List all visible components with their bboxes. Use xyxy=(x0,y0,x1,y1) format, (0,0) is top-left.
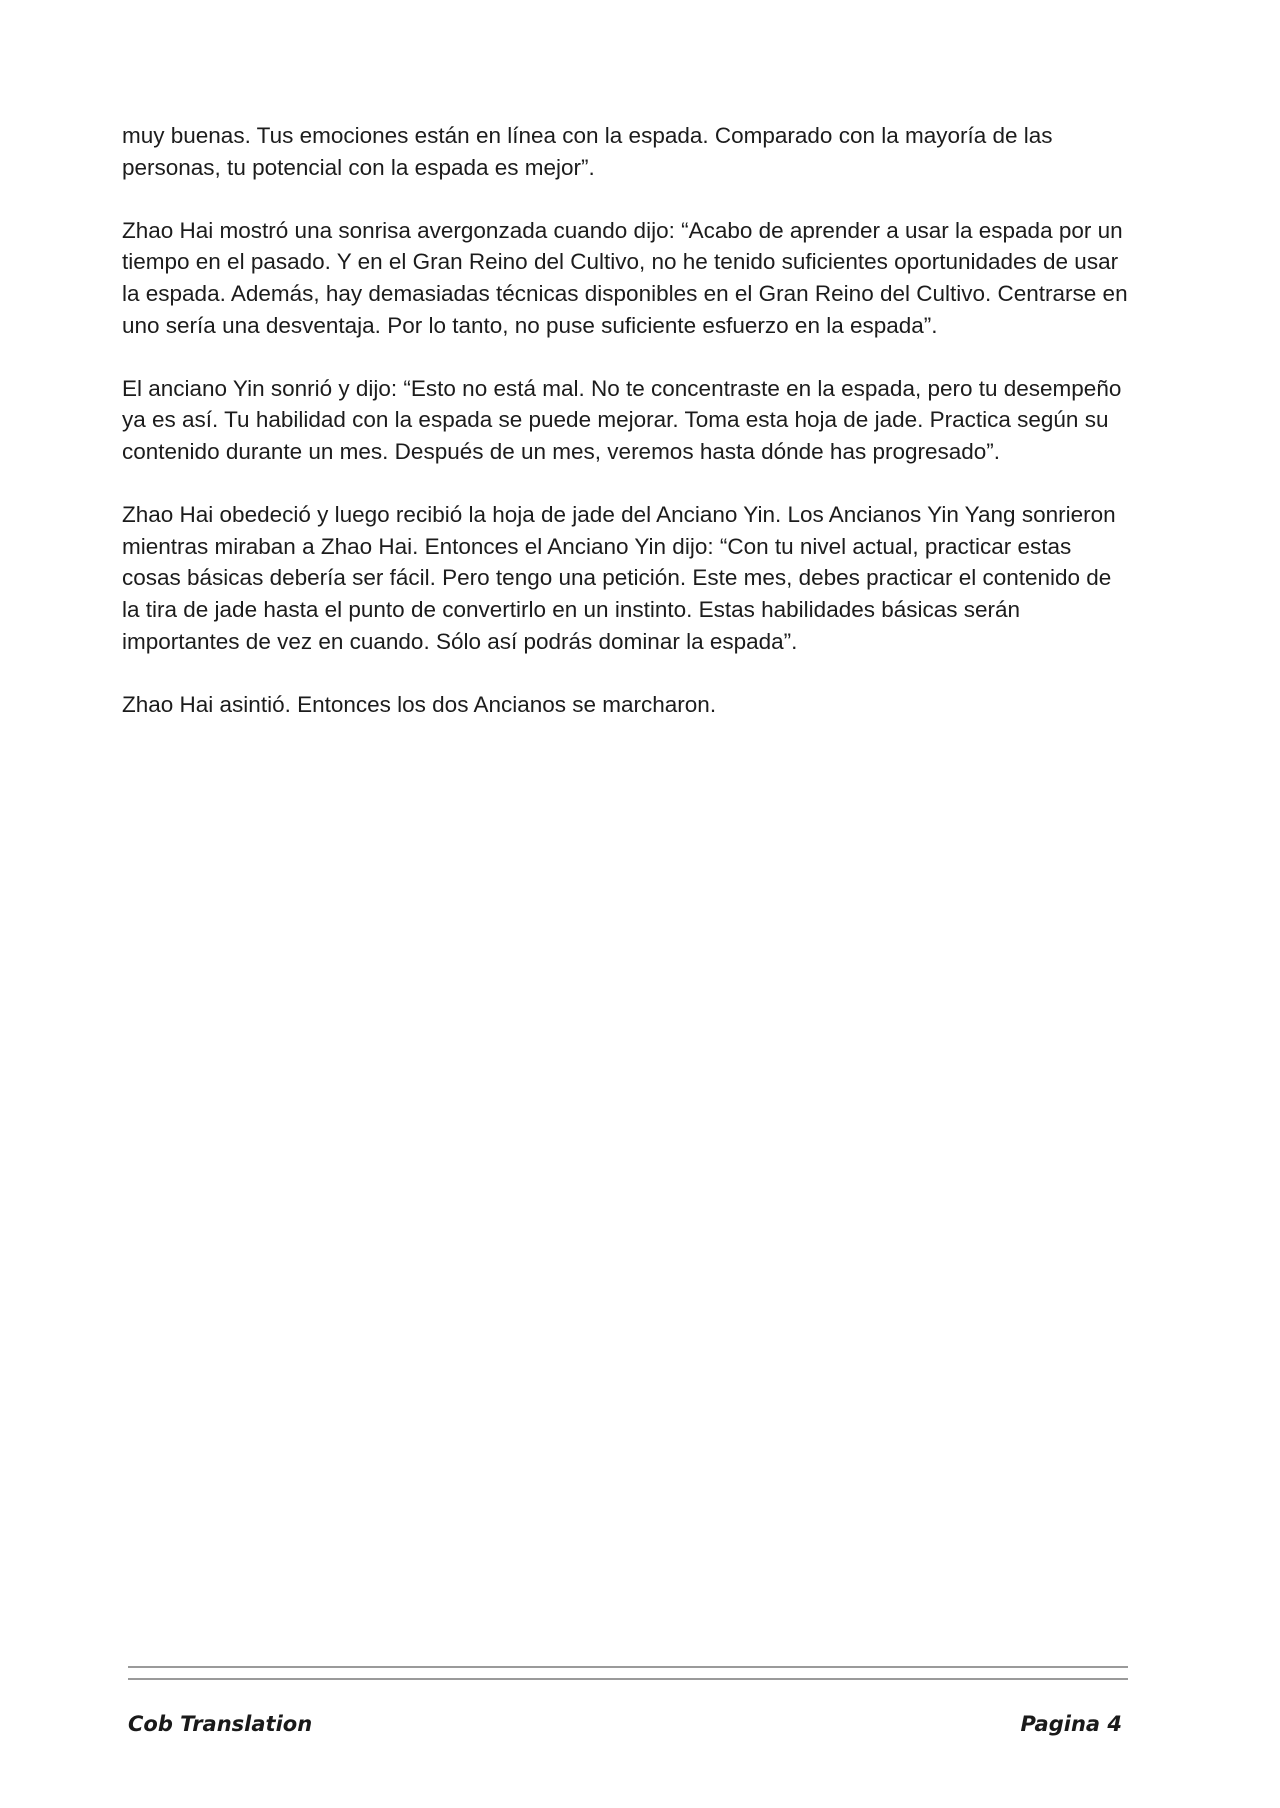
footer-page-number: Pagina 4 xyxy=(1020,1712,1122,1736)
footer-rule-top xyxy=(128,1666,1128,1668)
footer-divider xyxy=(128,1666,1128,1680)
paragraph-3: El anciano Yin sonrió y dijo: “Esto no está mal. No te concentraste en la espada, pero tu desempeño ya es así. Tu habilidad con la espada se puede mejorar. Toma esta hoja de jade. Practica según su contenido durante un mes. Después de un mes, veremos hasta dónde has progresado”. xyxy=(122,375,1122,464)
footer-translator-credit: Cob Translation xyxy=(128,1712,313,1736)
document-body xyxy=(122,120,1132,752)
footer-rule-bottom xyxy=(128,1678,1128,1680)
paragraph-2: Zhao Hai mostró una sonrisa avergonzada cuando dijo: “Acabo de aprender a usar la espada por un tiempo en el pasado. Y en el Gran Reino del Cultivo, no he tenido suficientes oportunidades de usar la espada. Además, hay demasiadas técnicas disponibles en el Gran Reino del Cultivo. Centrarse en uno sería una desventaja. Por lo tanto, no puse suficiente esfuerzo en la espada”. xyxy=(122,217,1128,338)
page-footer xyxy=(128,1712,1122,1748)
paragraph-5: Zhao Hai asintió. Entonces los dos Ancianos se marcharon. xyxy=(122,691,717,717)
paragraph-4: Zhao Hai obedeció y luego recibió la hoja de jade del Anciano Yin. Los Ancianos Yin Yang sonrieron mientras miraban a Zhao Hai. Entonces el Anciano Yin dijo: “Con tu nivel actual, practicar estas cosas básicas debería ser fácil. Pero tengo una petición. Este mes, debes practicar el contenido de la tira de jade hasta el punto de convertirlo en un instinto. Estas habilidades básicas serán importantes de vez en cuando. Sólo así podrás dominar la espada”. xyxy=(122,502,1116,654)
paragraph-1: muy buenas. Tus emociones están en línea con la espada. Comparado con la mayoría de las personas, tu potencial con la espada es mejor”. xyxy=(122,123,1053,180)
